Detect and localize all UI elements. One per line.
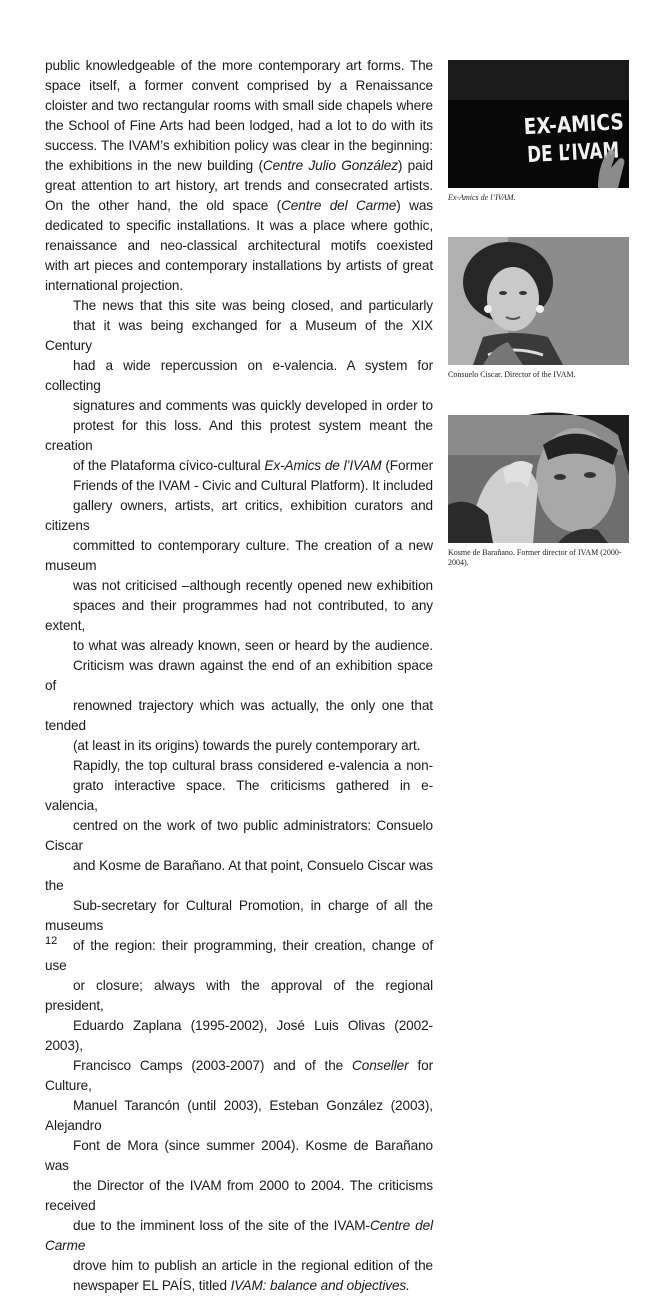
text-run: Francisco Camps (2003-2007) and of the [73,1058,353,1073]
body-paragraph [45,756,433,1296]
text-run: gallery owners, artists, art critics, exhibition curators and citizens [45,498,433,533]
text-run: space itself, a former convent comprised by a Renaissance [45,78,433,93]
text-line [45,776,433,816]
text-run: to what was already known, seen or heard by the audience. [73,638,433,653]
consuelo-ciscar-photo [448,237,629,365]
text-run: (Former [381,458,433,473]
text-line [45,1096,433,1136]
text-line [45,1216,433,1256]
text-line [45,1276,433,1296]
italic-text: Ex-Amics de l’IVAM [264,458,382,473]
text-run: of the Plataforma cívico-cultural [73,458,265,473]
text-run: (at least in its origins) towards the purely contemporary art. [73,738,421,753]
text-run: success. The IVAM’s exhibition policy was clear in the beginning: [45,138,433,153]
body-text [45,56,433,1296]
text-line [45,96,433,116]
text-run: Manuel Tarancón (until 2003), Esteban González (2003), Alejandro [45,1098,433,1133]
text-run: Font de Mora (since summer 2004). Kosme de Barañano was [45,1138,433,1173]
text-line [45,1176,433,1216]
text-run: committed to contemporary culture. The creation of a new museum [45,538,433,573]
text-run: Friends of the IVAM - Civic and Cultural Platform). It included [73,478,433,493]
text-line [45,1136,433,1176]
text-run: cloister and two rectangular rooms with small side chapels where [45,98,433,113]
text-run: renaissance and neo-classical architectural motifs coexisted [45,238,433,253]
text-line [45,1056,433,1096]
text-run: spaces and their programmes had not contributed, to any extent, [45,598,433,633]
text-line [45,196,433,216]
text-run: with art pieces and contemporary installations by artists of great [45,258,433,273]
text-line [45,1256,433,1276]
text-line [45,1016,433,1056]
italic-text: IVAM: balance and objectives. [230,1278,410,1293]
text-line [45,56,433,76]
text-line [45,456,433,476]
figure-caption: Consuelo Ciscar. Director of the IVAM. [448,370,576,379]
text-run: drove him to publish an article in the regional edition of the [73,1258,433,1273]
text-line [45,656,433,696]
text-run: newspaper EL PAÍS, titled [73,1278,231,1293]
text-line [45,356,433,396]
italic-text: Centre del Carme [281,198,397,213]
text-run: had a wide repercussion on e-valencia. A system for collecting [45,358,433,393]
text-run: Criticism was drawn against the end of an exhibition space of [45,658,433,693]
text-run: protest for this loss. And this protest system meant the creation [45,418,433,453]
text-run: Eduardo Zaplana (1995-2002), José Luis Olivas (2002-2003), [45,1018,433,1053]
text-line [45,816,433,856]
text-line [45,156,433,176]
text-run: ) was [396,198,433,213]
text-run: grato interactive space. The criticisms gathered in e-valencia, [45,778,433,813]
italic-text: Conseller [352,1058,409,1073]
text-line [45,216,433,236]
text-line [45,116,433,136]
text-line [45,76,433,96]
text-run: ) paid [397,158,433,173]
body-paragraph [45,56,433,296]
text-run: the School of Fine Arts had been lodged, had a lot to do with its [45,118,433,133]
body-paragraph [45,296,433,756]
text-run: international projection. [45,278,184,293]
figure-ex-amics [448,60,649,203]
text-run: that it was being exchanged for a Museum of the XIX Century [45,318,433,353]
text-line [45,136,433,156]
text-run: dedicated to specific installations. It was a place where gothic, [45,218,433,233]
text-line [45,296,433,316]
text-line [45,976,433,1016]
text-line [45,576,433,596]
text-run: the exhibitions in the new building ( [45,158,263,173]
text-line [45,276,433,296]
page-number: 12 [45,935,58,947]
text-line [45,896,433,936]
text-line [45,756,433,776]
text-line [45,936,433,976]
italic-text: Centre Julio González [262,158,398,173]
text-line [45,636,433,656]
text-run: On the other hand, the old space ( [45,198,282,213]
figure-consuelo-ciscar [448,237,630,380]
text-run: and Kosme de Barañano. At that point, Consuelo Ciscar was the [45,858,433,893]
text-run: due to the imminent loss of the site of the IVAM- [73,1218,370,1233]
ex-amics-image [448,60,649,188]
text-run: renowned trajectory which was actually, the only one that tended [45,698,433,733]
text-run: centred on the work of two public administrators: Consuelo Ciscar [45,818,433,853]
portrait-man-image [448,415,629,543]
text-run: Rapidly, the top cultural brass considered e-valencia a non- [73,758,433,773]
text-line [45,236,433,256]
text-line [45,856,433,896]
text-line [45,496,433,536]
ex-amics-photo [448,60,649,188]
text-run: for Culture, [45,1058,434,1093]
text-line [45,396,433,416]
text-line [45,536,433,576]
text-run: signatures and comments was quickly developed in order to [73,398,433,413]
text-run: Sub-secretary for Cultural Promotion, in charge of all the museums [45,898,433,933]
text-run: public knowledgeable of the more contemporary art forms. The [45,58,433,73]
text-run: of the region: their programming, their creation, change of use [45,938,433,973]
text-line [45,476,433,496]
figure-caption: Ex-Amics de l’IVAM. [448,193,516,202]
italic-text: Centre del Carme [45,1218,434,1253]
portrait-woman-image [448,237,629,365]
kosme-de-baranano-photo [448,415,629,543]
text-run: was not criticised –although recently opened new exhibition [73,578,433,593]
text-line [45,736,433,756]
text-line [45,696,433,736]
text-run: The news that this site was being closed, and particularly [73,298,433,313]
text-run: or closure; always with the approval of the regional president, [45,978,433,1013]
figure-caption: Kosme de Barañano. Former director of IVAM (2000-2004). [448,548,622,567]
text-line [45,596,433,636]
figure-kosme-de-baranano [448,415,630,568]
sign-line-1: EX-AMICS [523,109,644,141]
text-line [45,176,433,196]
sign-line-2: DE L’IVAM [526,136,649,169]
text-line [45,416,433,456]
text-run: great attention to art history, art trends and consecrated artists. [45,178,433,193]
text-run: the Director of the IVAM from 2000 to 2004. The criticisms received [45,1178,433,1213]
text-line [45,316,433,356]
text-line [45,256,433,276]
